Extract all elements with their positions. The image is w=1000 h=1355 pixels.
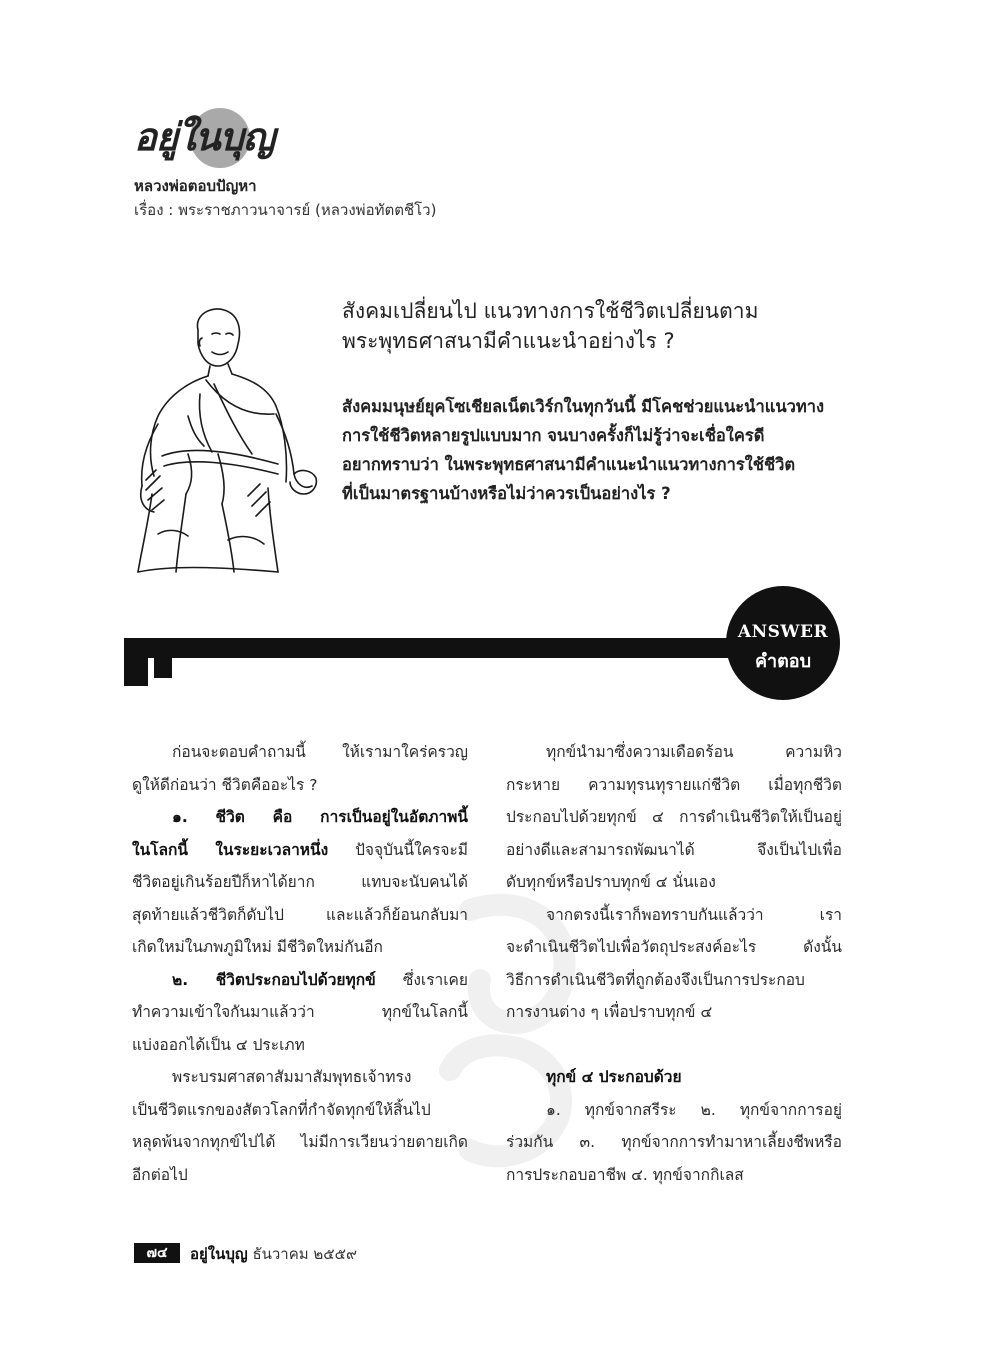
answer-divider-bar xyxy=(124,638,764,658)
paragraph-line: อีกต่อไป xyxy=(132,1165,188,1184)
paragraph-line: ร่วมกัน ๓. ทุกข์จากการทำมาหาเลี้ยงชีพหรือ xyxy=(506,1133,842,1151)
paragraph-line: ทำความเข้าใจกันมาแล้วว่า ทุกข์ในโลกนี้ xyxy=(132,1003,468,1021)
column-name: หลวงพ่อตอบปัญหา xyxy=(134,177,257,195)
paragraph-line: ๑. ทุกข์จากสรีระ ๒. ทุกข์จากการอยู่ xyxy=(546,1100,842,1119)
question-title-line-2: พระพุทธศาสนามีคำแนะนำอย่างไร ? xyxy=(342,329,675,353)
answer-right-column xyxy=(506,736,842,1191)
paragraph-line: อย่างดีและสามารถพัฒนาได้ จึงเป็นไปเพื่อ xyxy=(506,840,842,859)
paragraph-line xyxy=(132,834,468,867)
point-one-bold: ๑. ชีวิต คือ การเป็นอยู่ในอัตภาพนี้ xyxy=(172,808,468,826)
paragraph-line: หลุดพ้นจากทุกข์ไปได้ ไม่มีการเวียนว่ายตายเกิด xyxy=(132,1133,468,1151)
point-two-heading xyxy=(132,964,468,997)
paragraph-line: ดับทุกข์หรือปราบทุกข์ ๔ นั่นเอง xyxy=(506,873,716,891)
point-one-heading xyxy=(132,801,468,834)
paragraph-line: ดูให้ดีก่อนว่า ชีวิตคืออะไร ? xyxy=(132,775,318,794)
answer-bar-notch xyxy=(154,658,172,678)
answer-badge-thai: คำตอบ xyxy=(754,651,812,672)
question-title-line-1: สังคมเปลี่ยนไป แนวทางการใช้ชีวิตเปลี่ยนตาม xyxy=(342,299,759,323)
paragraph-line: แบ่งออกได้เป็น ๔ ประเภท xyxy=(132,1035,305,1054)
question-body xyxy=(342,392,862,508)
paragraph-line: เป็นชีวิตแรกของสัตวโลกที่กำจัดทุกข์ให้สิ้นไป xyxy=(132,1100,431,1119)
question-body-line-2: การใช้ชีวิตหลายรูปแบบมาก จนบางครั้งก็ไม่รู้ว่าจะเชื่อใครดี xyxy=(342,426,765,445)
paragraph-line: การประกอบอาชีพ ๔. ทุกข์จากกิเลส xyxy=(506,1165,744,1184)
paragraph-line: ก่อนจะตอบคำถามนี้ ให้เรามาใคร่ครวญ xyxy=(172,743,468,761)
paragraph-line: วิธีการดำเนินชีวิตที่ถูกต้องจึงเป็นการประกอบ xyxy=(506,970,805,989)
paragraph-line: ประกอบไปด้วยทุกข์ ๔ การดำเนินชีวิตให้เป็นอยู่ xyxy=(506,808,842,826)
question-title xyxy=(342,296,862,356)
answer-badge-english: ANSWER xyxy=(737,622,829,642)
paragraph-line: จากตรงนี้เราก็พอทราบกันแล้วว่า เรา xyxy=(546,905,842,924)
blank-line xyxy=(506,1029,842,1062)
paragraph-line: การงานต่าง ๆ เพื่อปราบทุกข์ ๔ xyxy=(506,1003,713,1021)
subheading-text: ทุกข์ ๔ ประกอบด้วย xyxy=(546,1068,682,1086)
paragraph-line: เกิดใหม่ในภพภูมิใหม่ มีชีวิตใหม่กันอีก xyxy=(132,938,383,956)
issue-date: ธันวาคม ๒๕๕๙ xyxy=(247,1245,357,1263)
subheading-four-sufferings xyxy=(506,1061,842,1094)
paragraph-line: ทุกข์นำมาซึ่งความเดือดร้อน ความหิว xyxy=(546,743,842,761)
monk-illustration xyxy=(128,304,324,576)
answer-bar-notch xyxy=(124,638,148,686)
point-two-bold: ๒. ชีวิตประกอบไปด้วยทุกข์ xyxy=(172,970,376,989)
magazine-name: อยู่ในบุญ xyxy=(190,1245,248,1263)
question-body-line-4: ที่เป็นมาตรฐานบ้างหรือไม่ว่าควรเป็นอย่างไร ? xyxy=(342,484,671,503)
question-body-line-3: อยากทราบว่า ในพระพุทธศาสนามีคำแนะนำแนวทางการใช้ชีวิต xyxy=(342,455,796,474)
paragraph-line: สุดท้ายแล้วชีวิตก็ดับไป และแล้วก็ย้อนกลับมา xyxy=(132,905,468,924)
point-two-text: ซึ่งเราเคย xyxy=(375,970,468,989)
footer-issue xyxy=(190,1242,357,1266)
paragraph-line: ชีวิตอยู่เกินร้อยปีก็หาได้ยาก แทบจะนับคนได้ xyxy=(132,873,468,891)
page-number: ๗๔ xyxy=(134,1243,180,1263)
author-line: เรื่อง : พระราชภาวนาจารย์ (หลวงพ่อทัตตชีโว) xyxy=(134,201,437,219)
column-logo: อยู่ในบุญ xyxy=(134,114,275,159)
paragraph-line: กระหาย ความทุรนทุรายแก่ชีวิต เมื่อทุกชีวิต xyxy=(506,775,842,794)
answer-left-column xyxy=(132,736,468,1191)
point-one-bold-cont: ในโลกนี้ ในระยะเวลาหนึ่ง xyxy=(132,840,329,859)
point-one-text: ปัจจุบันนี้ใครจะมี xyxy=(328,840,468,859)
paragraph-line: พระบรมศาสดาสัมมาสัมพุทธเจ้าทรง xyxy=(172,1068,412,1086)
answer-badge xyxy=(726,586,840,700)
question-body-line-1: สังคมมนุษย์ยุคโซเชียลเน็ตเวิร์กในทุกวันนี้ มีโคชช่วยแนะนำแนวทาง xyxy=(342,397,825,416)
paragraph-line: จะดำเนินชีวิตไปเพื่อวัตถุประสงค์อะไร ดังนั้น xyxy=(506,938,842,956)
